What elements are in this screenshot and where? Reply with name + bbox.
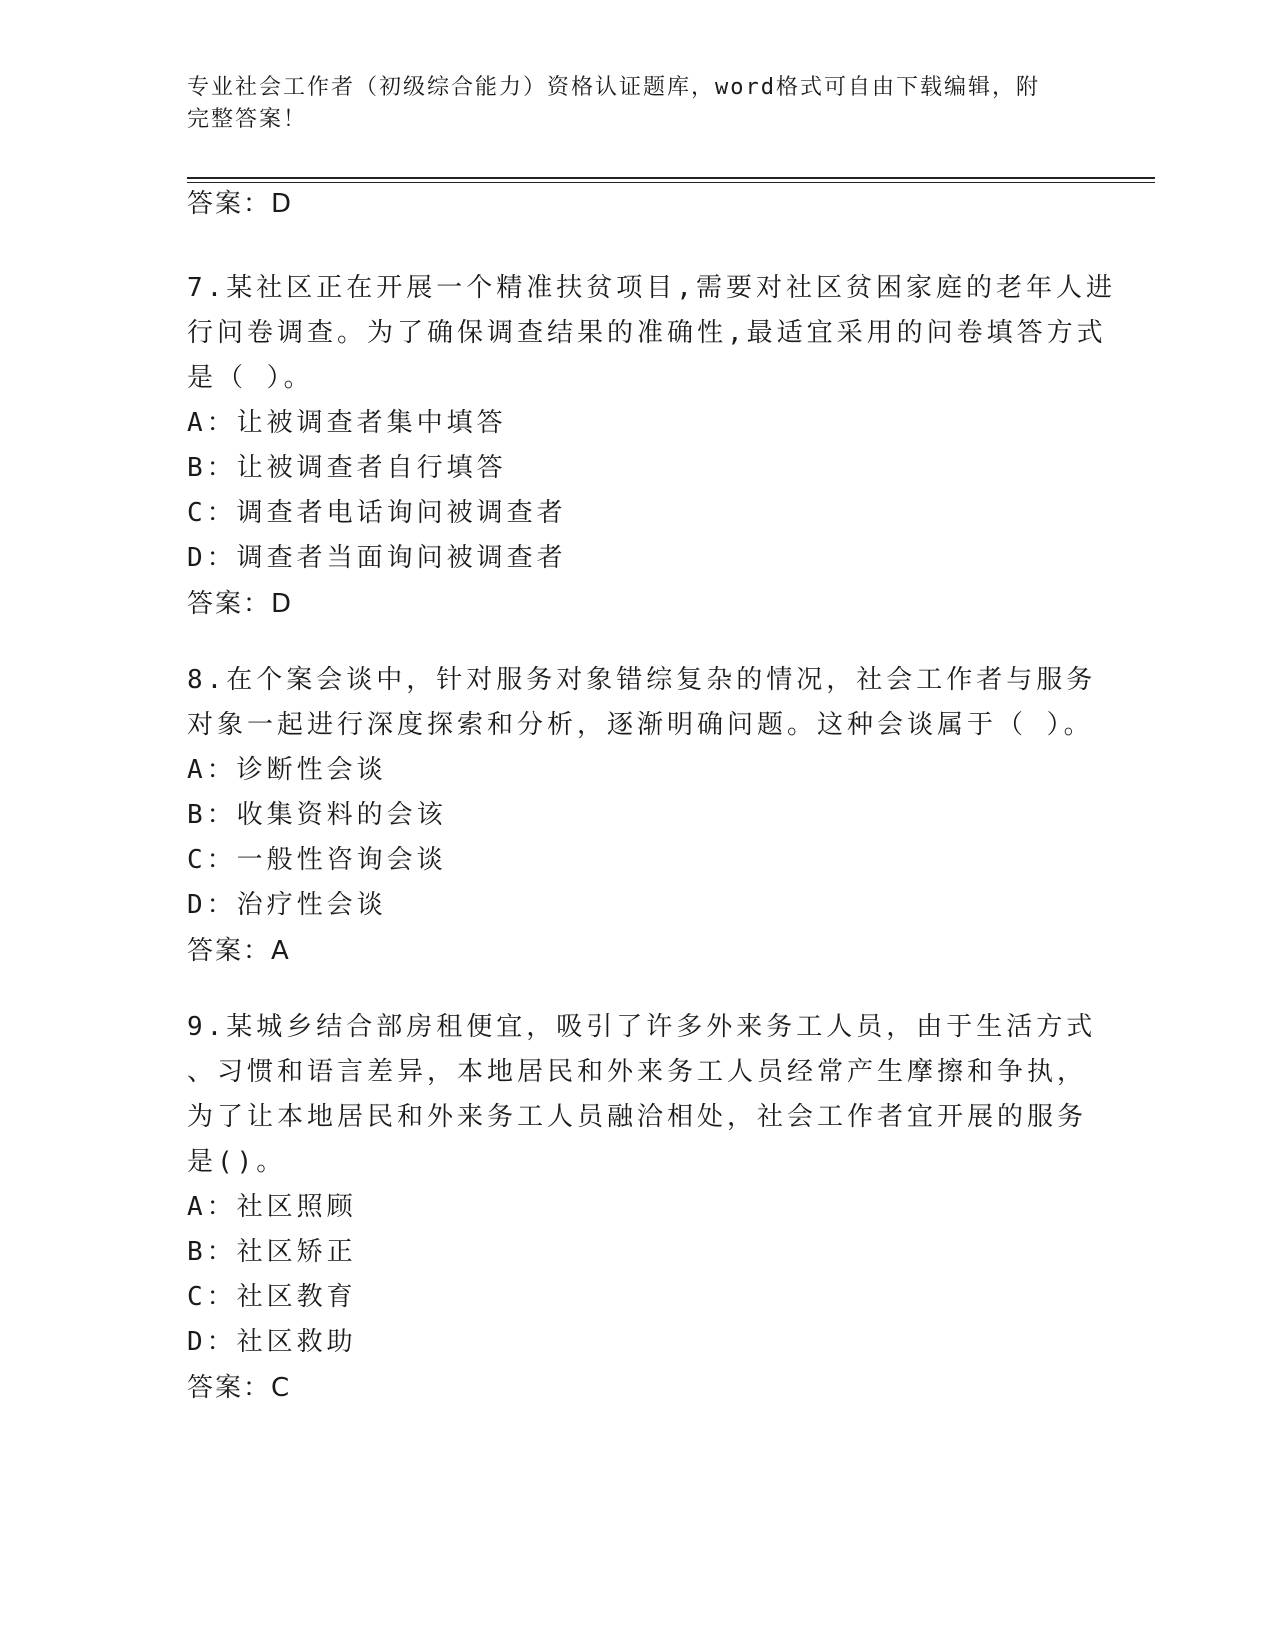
option-a: A：诊断性会谈 <box>187 755 387 785</box>
option-b: B：收集资料的会该 <box>187 800 447 830</box>
option-c: C：社区教育 <box>187 1282 357 1312</box>
answer-label: 答案：A <box>187 936 291 966</box>
answer-label: 答案：D <box>187 589 294 619</box>
option-d: D：治疗性会谈 <box>187 890 387 920</box>
question-stem-line: 、习惯和语言差异，本地居民和外来务工人员经常产生摩擦和争执， <box>187 1057 1088 1087</box>
question-9 <box>187 1005 1097 1411</box>
option-d: D：社区救助 <box>187 1327 357 1357</box>
option-d: D：调查者当面询问被调查者 <box>187 543 567 573</box>
question-stem-line: 是()。 <box>187 1147 287 1177</box>
option-c: C：调查者电话询问被调查者 <box>187 498 567 528</box>
document-header <box>187 72 1067 136</box>
option-a: A：社区照顾 <box>187 1192 357 1222</box>
header-line-2: 完整答案！ <box>187 107 308 132</box>
option-b: B：社区矫正 <box>187 1237 357 1267</box>
previous-answer: 答案：D <box>187 189 294 219</box>
option-b: B：让被调查者自行填答 <box>187 453 507 483</box>
question-7 <box>187 266 1116 627</box>
answer-label: 答案：C <box>187 1373 292 1403</box>
question-stem-line: 对象一起进行深度探索和分析，逐渐明确问题。这种会谈属于（ ）。 <box>187 710 1094 740</box>
question-stem-line: 是（ ）。 <box>187 363 314 393</box>
question-stem-line: 9.某城乡结合部房租便宜，吸引了许多外来务工人员，由于生活方式 <box>187 1012 1097 1042</box>
question-stem-line: 7.某社区正在开展一个精准扶贫项目,需要对社区贫困家庭的老年人进 <box>187 273 1116 303</box>
question-stem-line: 为了让本地居民和外来务工人员融洽相处，社会工作者宜开展的服务 <box>187 1102 1088 1132</box>
option-c: C：一般性咨询会谈 <box>187 845 447 875</box>
question-stem-line: 8.在个案会谈中，针对服务对象错综复杂的情况，社会工作者与服务 <box>187 665 1097 695</box>
previous-answer-block <box>187 181 1087 227</box>
header-rule-thick <box>187 177 1155 179</box>
option-a: A：让被调查者集中填答 <box>187 408 507 438</box>
question-stem-line: 行问卷调查。为了确保调查结果的准确性,最适宜采用的问卷填答方式 <box>187 318 1107 348</box>
question-8 <box>187 658 1097 974</box>
header-line-1: 专业社会工作者（初级综合能力）资格认证题库，word格式可自由下载编辑，附 <box>187 75 1040 100</box>
